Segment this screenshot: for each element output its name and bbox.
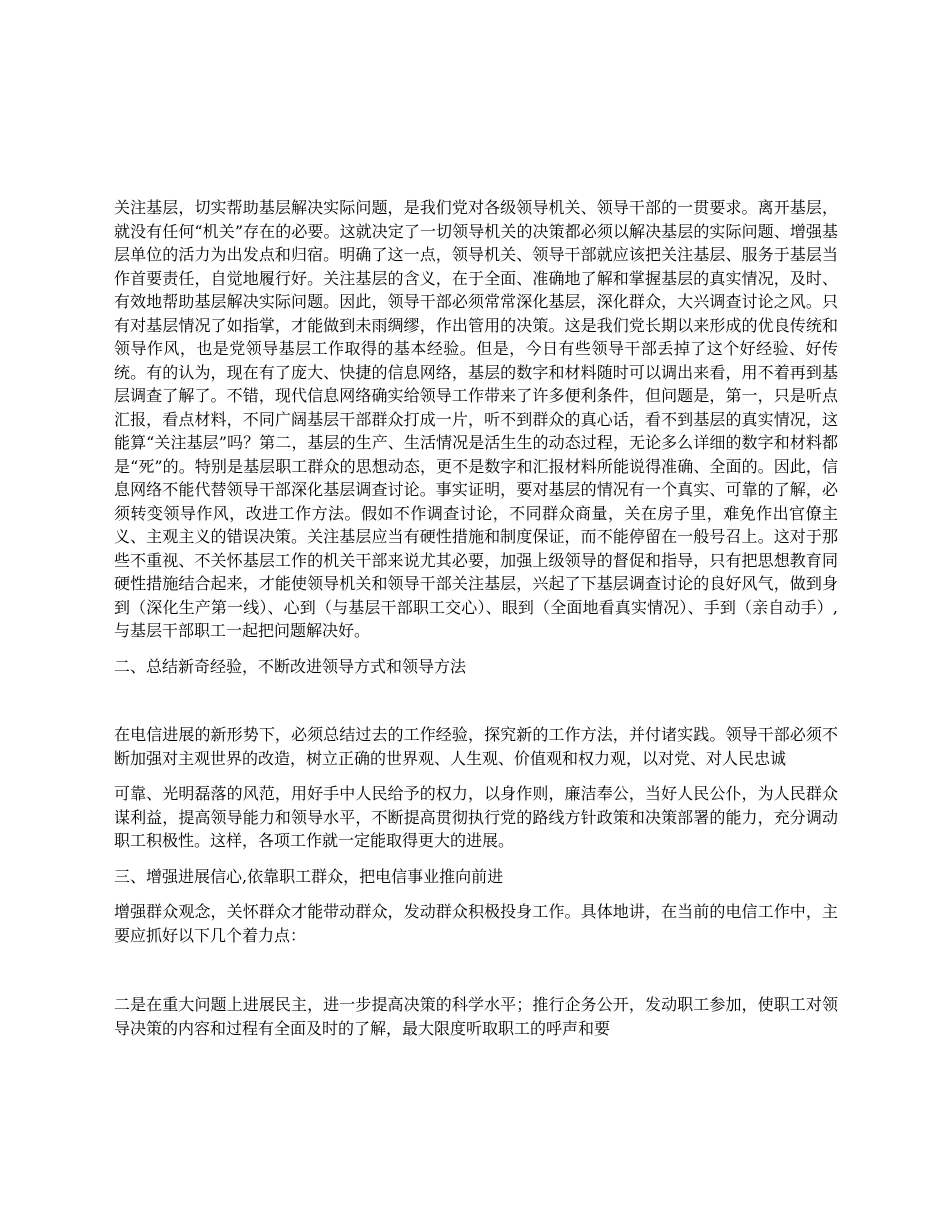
body-paragraph: 增强群众观念，关怀群众才能带动群众，发动群众积极投身工作。具体地讲，在当前的电信工作中，主要应抓好以下几个着力点： — [114, 902, 838, 945]
document-page — [114, 196, 838, 1040]
body-paragraph: 二是在重大问题上进展民主，进一步提高决策的科学水平；推行企务公开，发动职工参加，使职工对领导决策的内容和过程有全面及时的了解，最大限度听取职工的呼声和要 — [114, 995, 838, 1038]
body-paragraph: 可靠、光明磊落的风范，用好手中人民给予的权力，以身作则，廉洁奉公，当好人民公仆，为人民群众谋利益，提高领导能力和领导水平，不断提高贯彻执行党的路线方针政策和决策部署的能力，充分调动职工积极性。这样，各项工作就一定能取得更大的进展。 — [114, 784, 838, 850]
section-heading: 二、总结新奇经验，不断改进领导方式和领导方法 — [114, 656, 467, 676]
body-paragraph: 在电信进展的新形势下，必须总结过去的工作经验，探究新的工作方法，并付诸实践。领导干部必须不断加强对主观世界的改造，树立正确的世界观、人生观、价值观和权力观，以对党、对人民忠诚 — [114, 725, 838, 768]
body-paragraph: 关注基层，切实帮助基层解决实际问题，是我们党对各级领导机关、领导干部的一贯要求。离开基层，就没有任何“机关”存在的必要。这就决定了一切领导机关的决策都必须以解决基层的实际问题、增强基层单位的活力为出发点和归宿。明确了这一点，领导机关、领导干部就应该把关注基层、服务于基层当作首要责任，自觉地履行好。关注基层的含义，在于全面、准确地了解和掌握基层的真实情况，及时、有效地帮助基层解决实际问题。因此，领导干部必须常常深化基层，深化群众，大兴调查讨论之风。只有对基层情况了如指掌，才能做到未雨绸缪，作出管用的决策。这是我们党长期以来形成的优良传统和领导作风，也是党领导基层工作取得的基本经验。但是，今日有些领导干部丢掉了这个好经验、好传统。有的认为，现在有了庞大、快捷的信息网络，基层的数字和材料随时可以调出来看，用不着再到基层调查了解了。不错，现代信息网络确实给领导工作带来了许多便利条件，但问题是，第一，只是听点汇报，看点材料，不同广阔基层干部群众打成一片，听不到群众的真心话，看不到基层的真实情况，这能算“关注基层”吗？第二，基层的生产、生活情况是活生生的动态过程，无论多么详细的数字和材料都是“死”的。特别是基层职工群众的思想动态，更不是数字和汇报材料所能说得准确、全面的。因此，信息网络不能代替领导干部深化基层调查讨论。事实证明，要对基层的情况有一个真实、可靠的了解，必须转变领导作风，改进工作方法。假如不作调查讨论，不同群众商量，关在房子里，难免作出官僚主义、主观主义的错误决策。关注基层应当有硬性措施和制度保证，而不能停留在一般号召上。这对于那些不重视、不关怀基层工作的机关干部来说尤其必要，加强上级领导的督促和指导，只有把思想教育同硬性措施结合起来，才能使领导机关和领导干部关注基层，兴起了下基层调查讨论的良好风气，做到身到（深化生产第一线）、心到（与基层干部职工交心）、眼到（全面地看真实情况）、手到（亲自动手）,与基层干部职工一起把问题解决好。 — [114, 198, 838, 640]
section-heading: 三、增强进展信心,依靠职工群众，把电信事业推向前进 — [114, 866, 504, 886]
